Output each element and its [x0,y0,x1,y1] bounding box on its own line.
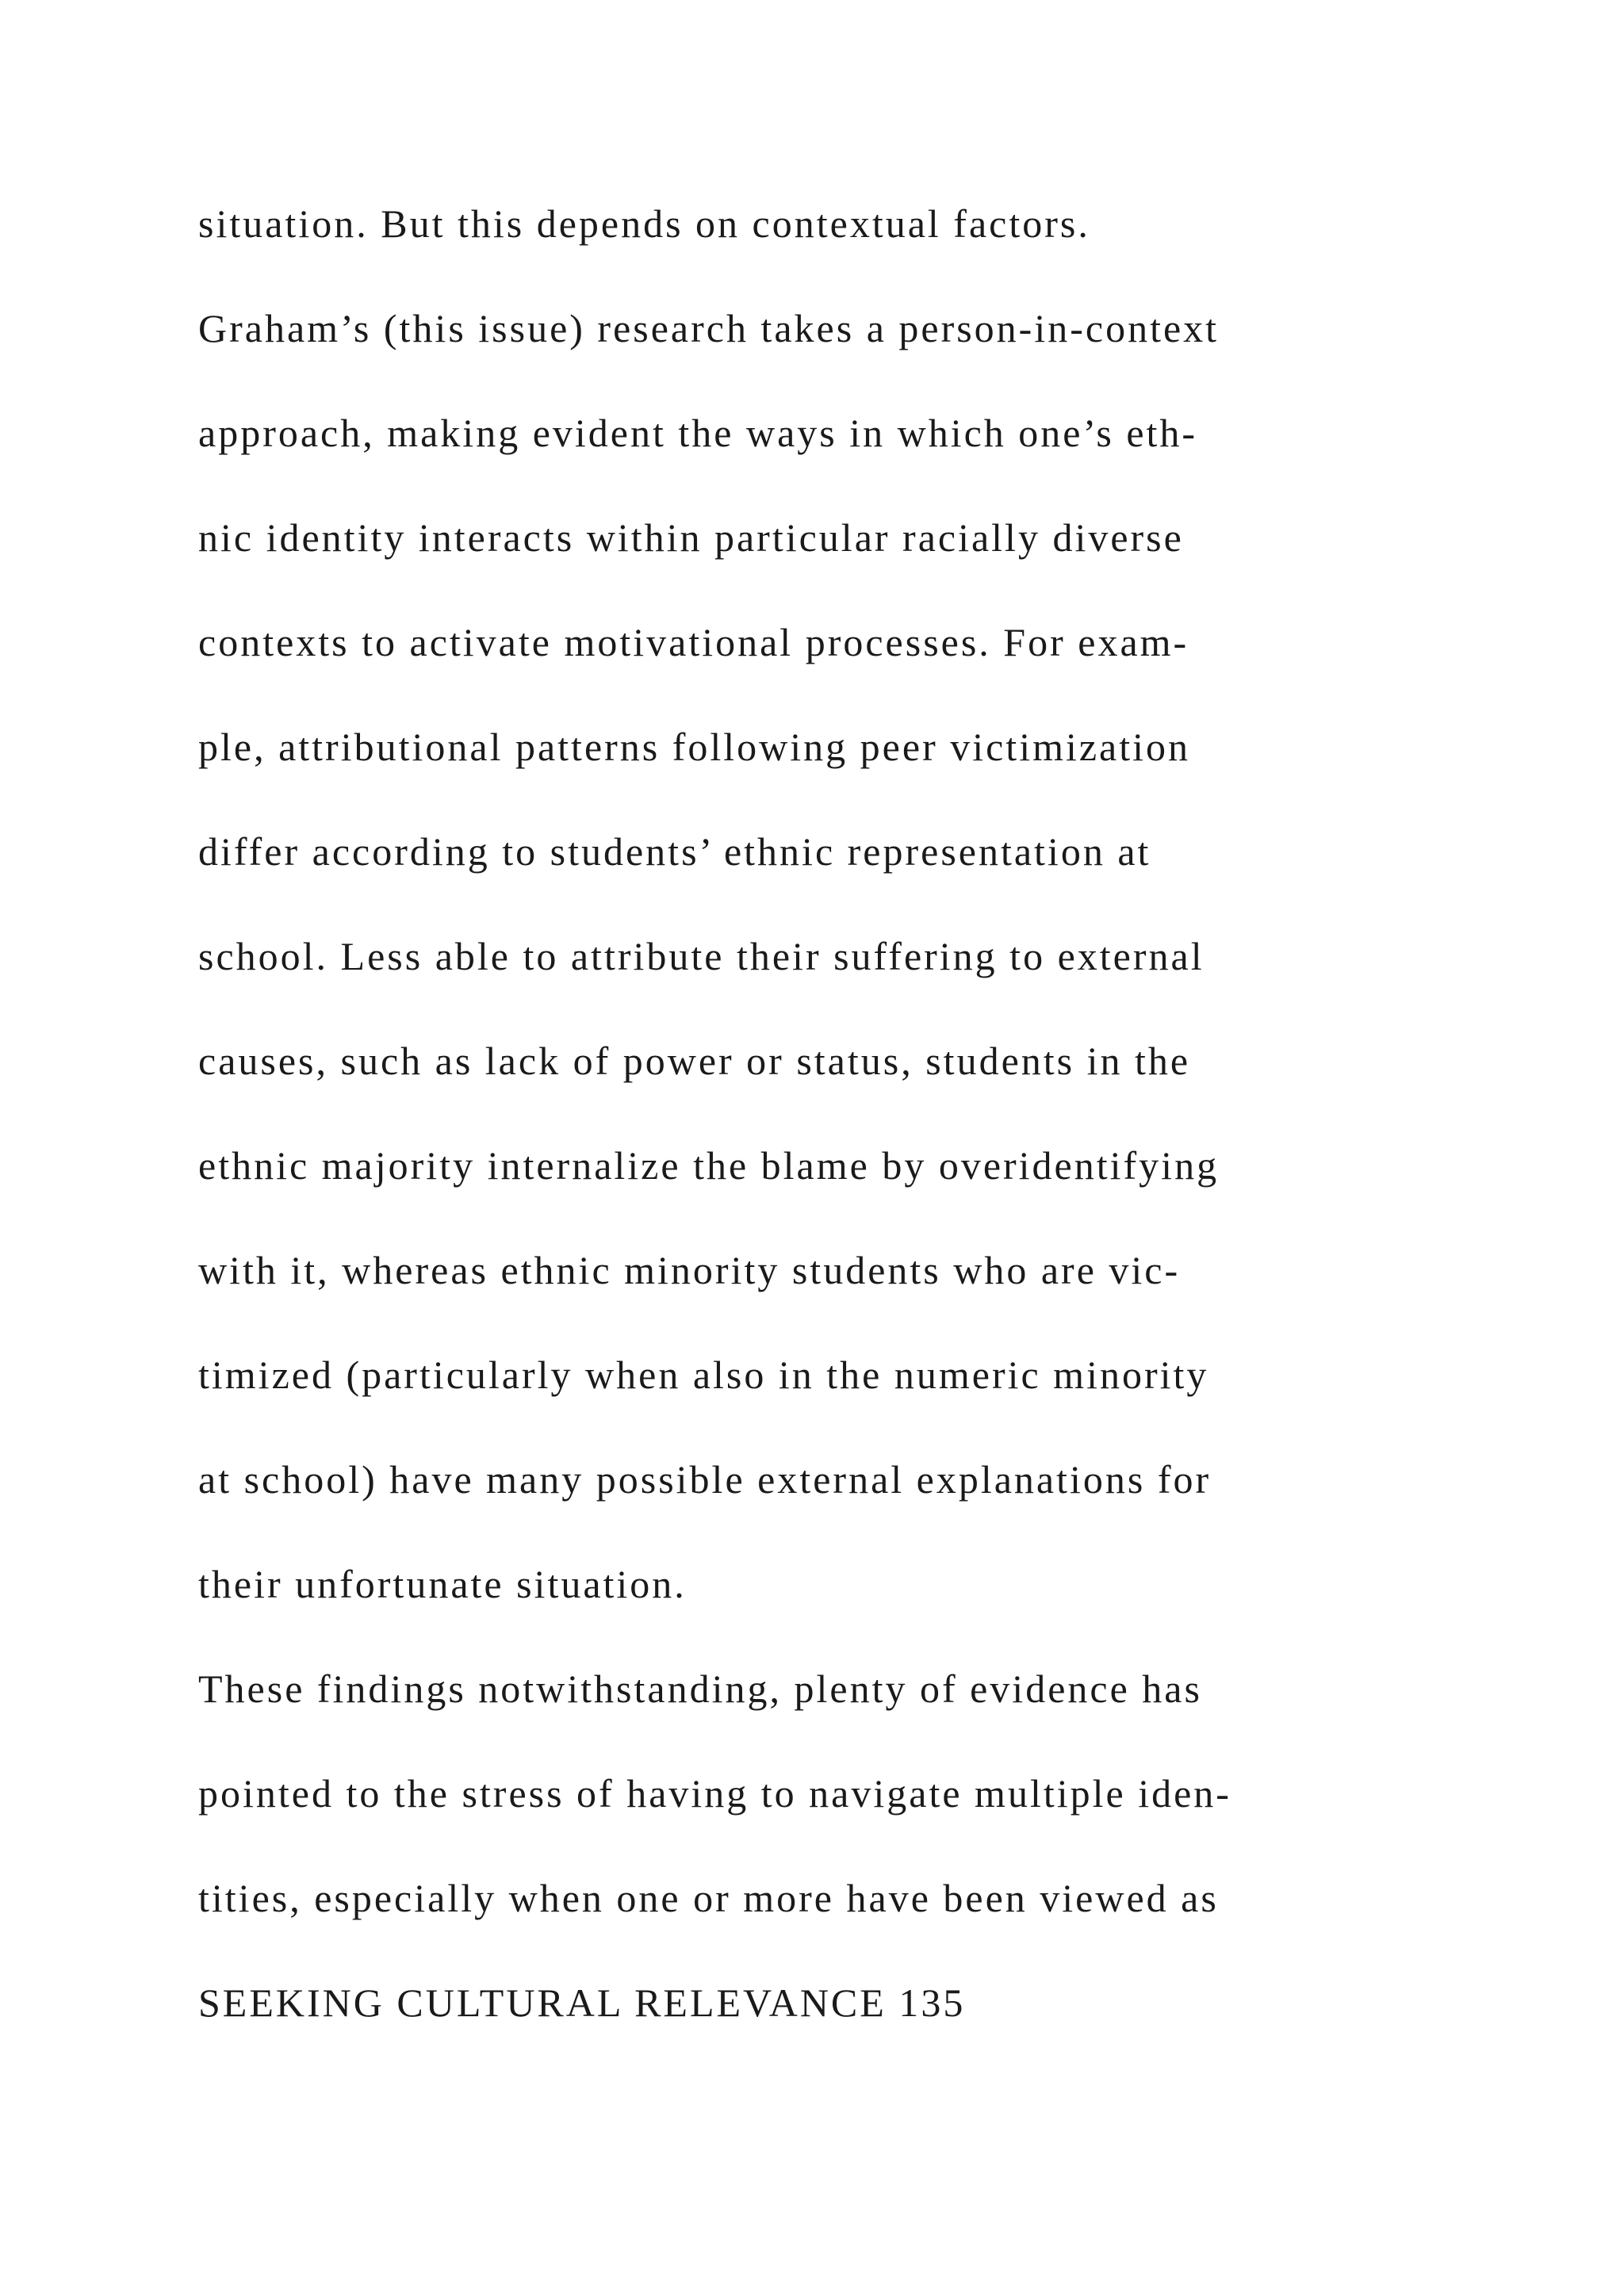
text-line-7: differ according to students’ ethnic representation at [198,829,1151,874]
text-line-6: ple, attributional patterns following peer victimization [198,725,1191,769]
text-line-4: nic identity interacts within particular racially diverse [198,515,1184,560]
text-line-8: school. Less able to attribute their suffering to external [198,934,1205,978]
text-line-3: approach, making evident the ways in which one’s eth- [198,411,1198,455]
text-line-15: These findings notwithstanding, plenty of evidence has [198,1667,1202,1711]
text-line-12: timized (particularly when also in the numeric minority [198,1353,1209,1397]
text-line-5: contexts to activate motivational processes. For exam- [198,620,1189,664]
text-line-16: pointed to the stress of having to navigate multiple iden- [198,1771,1231,1816]
text-line-2: Graham’s (this issue) research takes a person-in-context [198,306,1220,350]
text-line-13: at school) have many possible external explanations for [198,1457,1212,1502]
text-line-10: ethnic majority internalize the blame by overidentifying [198,1143,1220,1188]
text-line-1: situation. But this depends on contextual factors. [198,201,1090,246]
running-footer: SEEKING CULTURAL RELEVANCE 135 [198,1980,966,2025]
text-line-9: causes, such as lack of power or status, students in the [198,1039,1191,1083]
text-line-11: with it, whereas ethnic minority students who are vic- [198,1248,1181,1292]
text-line-17: tities, especially when one or more have been viewed as [198,1876,1219,1920]
text-line-14: their unfortunate situation. [198,1562,687,1606]
